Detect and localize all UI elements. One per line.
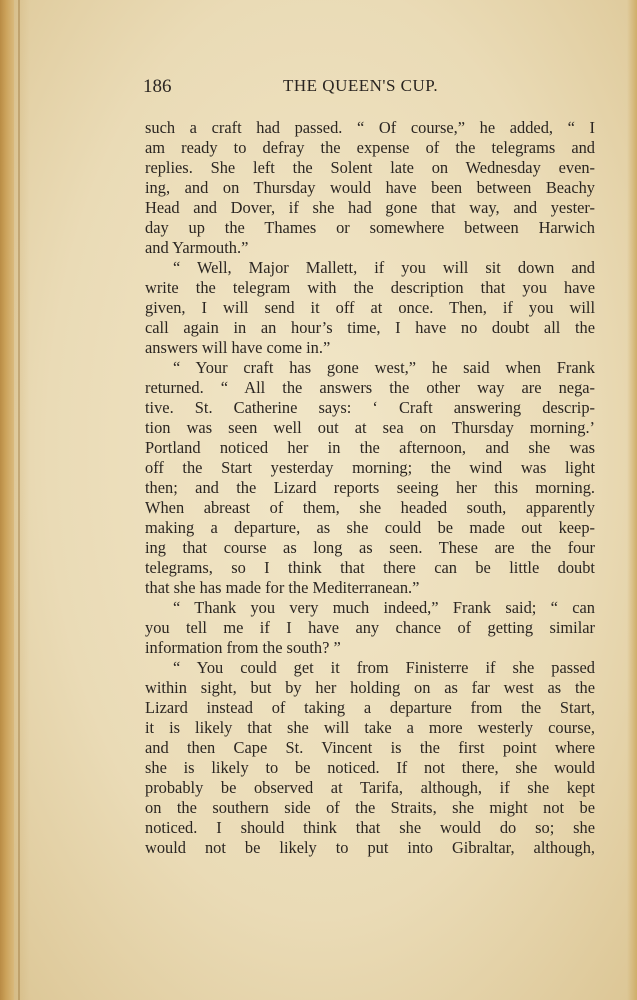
text-line: off the Start yesterday morning; the wind was light xyxy=(145,458,595,477)
text-line: answers will have come in.” xyxy=(145,338,331,357)
text-line: and Yarmouth.” xyxy=(145,238,249,257)
text-line: you tell me if I have any chance of getting similar xyxy=(145,618,595,637)
text-line: given, I will send it off at once. Then, if you will xyxy=(145,298,595,317)
text-line: then; and the Lizard reports seeing her this morning. xyxy=(145,478,595,497)
text-line: and then Cape St. Vincent is the first point where xyxy=(145,738,595,757)
text-line: “ Well, Major Mallett, if you will sit down and xyxy=(173,258,595,277)
page-number: 186 xyxy=(143,76,172,97)
text-line: ing, and on Thursday would have been between Beachy xyxy=(145,178,595,197)
body-text xyxy=(145,118,595,858)
text-line: When abreast of them, she headed south, apparently xyxy=(145,498,595,517)
text-line: such a craft had passed. “ Of course,” he added, “ I xyxy=(145,118,595,137)
text-line: tion was seen well out at sea on Thursday morning.’ xyxy=(145,418,595,437)
text-line: information from the south? ” xyxy=(145,638,341,657)
text-line: returned. “ All the answers the other way are nega- xyxy=(145,378,595,397)
text-line: “ Thank you very much indeed,” Frank said; “ can xyxy=(173,598,595,617)
text-line: “ You could get it from Finisterre if she passed xyxy=(173,658,595,677)
page-right-edge xyxy=(627,0,637,1000)
text-line: am ready to defray the expense of the telegrams and xyxy=(145,138,595,157)
text-line: making a departure, as she could be made out keep- xyxy=(145,518,595,537)
text-line: “ Your craft has gone west,” he said when Frank xyxy=(173,358,595,377)
text-line: on the southern side of the Straits, she might not be xyxy=(145,798,595,817)
text-line: replies. She left the Solent late on Wednesday even- xyxy=(145,158,595,177)
text-line: Head and Dover, if she had gone that way, and yester- xyxy=(145,198,595,217)
text-line: probably be observed at Tarifa, although, if she kept xyxy=(145,778,595,797)
text-line: it is likely that she will take a more westerly course, xyxy=(145,718,595,737)
gutter-line xyxy=(18,0,20,1000)
text-line: day up the Thames or somewhere between Harwich xyxy=(145,218,595,237)
text-line: would not be likely to put into Gibraltar, although, xyxy=(145,838,595,857)
text-line: within sight, but by her holding on as far west as the xyxy=(145,678,595,697)
text-line: she is likely to be noticed. If not there, she would xyxy=(145,758,595,777)
text-line: noticed. I should think that she would do so; she xyxy=(145,818,595,837)
text-line: tive. St. Catherine says: ‘ Craft answering descrip- xyxy=(145,398,595,417)
running-title: THE QUEEN'S CUP. xyxy=(283,76,439,95)
text-line: telegrams, so I think that there can be little doubt xyxy=(145,558,595,577)
page-binding-edge xyxy=(0,0,14,1000)
text-line: Portland noticed her in the afternoon, and she was xyxy=(145,438,595,457)
text-line: call again in an hour’s time, I have no doubt all the xyxy=(145,318,595,337)
text-line: write the telegram with the description that you have xyxy=(145,278,595,297)
text-line: ing that course as long as seen. These are the four xyxy=(145,538,595,557)
text-line: Lizard instead of taking a departure from the Start, xyxy=(145,698,595,717)
running-header xyxy=(143,76,595,102)
text-line: that she has made for the Mediterranean.” xyxy=(145,578,420,597)
